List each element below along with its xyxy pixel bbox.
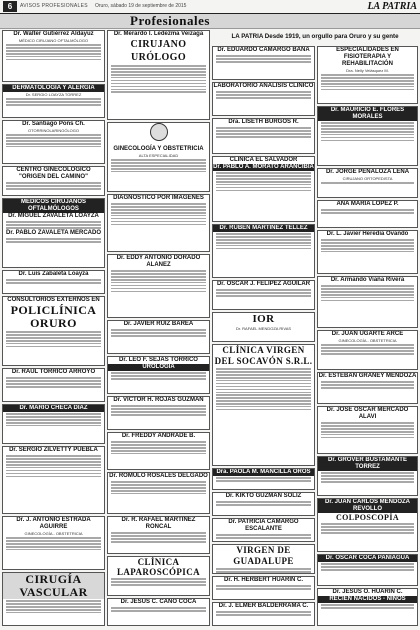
section-title: Profesionales [130,13,210,28]
ad-logo [108,123,209,146]
ad-subtitle: Dr. SERGIO LOAYZA TORREZ [25,92,82,97]
ad-body-text [216,368,311,410]
ad-body-text [216,534,311,538]
slogan-banner [212,30,418,44]
ad-body-text [321,472,414,482]
column-c [212,46,315,626]
ad-dermatologia [2,84,105,118]
ad-title: CENTRO GINECOLÓGICO "ORIGEN DEL CAMINO" [16,167,91,180]
ad-doctor-name: Dr. MIGUEL ZAVALETA LOAYZA [8,213,99,219]
ad-body-text [111,405,206,415]
ad-laboratorio [212,82,315,116]
ad-body-text [111,329,206,336]
ad-martinez-roncal [107,516,210,554]
ad-ginecologia [107,122,210,192]
ad-body-text [6,134,101,147]
ad-banner-text: CLÍNICA LAPAROSCÓPICA [116,557,201,577]
ad-body-text [216,611,311,615]
ad-title: CLÍNICA EL SALVADOR [229,157,298,163]
ad-body-text [321,604,414,608]
section-label: AVISOS PROFESIONALES [20,3,88,9]
ad-title: Dr. EDDY ANTONIO DORADO ALANEZ [116,255,201,268]
ad-martinez-tellez [212,224,315,278]
ad-body-text [321,563,414,570]
ad-mercado-alavi [317,406,418,454]
ad-ior-mendoza [212,312,315,342]
ad-banner-text: CIRUGÍA VASCULAR [3,573,104,599]
ad-title: Dr. RÓMULO ROSALES DELGADO [109,473,208,479]
ad-subtitle: RECIÉN NACIDOS - NIÑOS [318,596,417,603]
ad-ugarte [317,330,418,370]
ad-fisioterapia [317,46,418,104]
ad-body-text [111,159,206,172]
ad-ledezma [107,30,210,120]
ad-body-text [111,372,206,379]
ad-body-text [321,74,414,90]
ad-title: GINECOLOGÍA Y OBSTETRICIA [113,146,204,152]
ad-title: Dr. MARIO CHECA DÍAZ [3,405,104,412]
ad-title: Dr. J. ELMER BALDERRAMA C. [218,603,309,609]
ad-banner-text: CIRUJANO URÓLOGO [130,39,187,63]
ad-virgen-socavon [212,344,315,466]
ad-title: Dr. JAVIER RUIZ BAREA [123,321,194,327]
ad-body-text [216,477,311,481]
ad-torrico [2,368,105,402]
ad-body-text [111,481,206,494]
ad-mancilla [212,468,315,490]
ad-subtitle: ALTA ESPECIALIDAD [138,153,179,158]
ad-title: Dr. ÓSCAR J. FELIPEZ AGUILAR [216,281,311,287]
ad-subtitle: COLPOSCOPÍA [335,513,400,522]
ad-title: CONSULTORIOS EXTERNOS EN [7,297,100,303]
slogan-text: LA PATRIA Desde 1919, un orgullo para Oruro y su gente [231,33,399,40]
ad-bustamante [317,456,418,496]
page-number: 6 [3,1,17,12]
ad-title: Dr. Santiago Pons Ch. [22,121,85,127]
ad-sejas [107,356,210,394]
ad-body-text [6,98,101,105]
ad-ruiz-barea [107,320,210,354]
ad-clinica-salvador [212,156,315,222]
ad-graney [317,372,418,404]
ad-body-text [6,377,101,387]
ad-subtitle: Dr. RAFAEL MENDOZA RIVAS [235,326,292,331]
ad-title: Dr. JUAN UGARTE ARCE [331,331,404,337]
ad-subtitle: Dr. PABLO A. MORATÓ ARANCIBIA [213,164,314,170]
ad-flores-morales [317,106,418,166]
ad-virgen-guadalupe [212,544,315,574]
ad-herbert-huarin [212,576,315,600]
ad-estrada [2,516,105,570]
ad-body-text [321,122,414,141]
ad-body-text [216,172,311,191]
ad-title: Dr. H. HERBERT HUARIN C. [223,577,303,583]
ad-body-text [6,221,101,228]
ad-burgos [212,118,315,154]
ad-body-text [111,270,206,292]
ad-body-text [216,55,311,62]
ad-origen-camino [2,166,105,196]
ad-body-text [321,285,414,301]
ad-mendoza-revollo [317,498,418,552]
ad-title: Dr. Walter Gutiérrez Aldayuz [13,31,94,37]
ad-title: Dr. J. ANTONIO ESTRADA AGUIRRE [16,517,91,530]
ad-body-text [216,568,311,572]
ad-lopez [317,200,418,228]
column-a [2,30,105,626]
ad-title: Dr. Luis Zabaleta Loayza [18,271,89,277]
ad-title: Dr. JESÚS C. CANO COCA [120,599,197,605]
ad-checa [2,404,105,444]
ad-body-text [6,238,101,242]
ad-title: Dr. LEO F. SEJAS TORRICO [119,357,198,363]
ad-body-text [111,578,206,585]
ad-title: Dra. LISETH BURGOS R. [228,119,299,125]
ad-subtitle: GINECOLOGÍA - OBSTETRICIA [24,531,83,536]
ad-policlinica-oruro [2,296,105,366]
ad-body-text [6,600,101,613]
ad-title: Dr. PATRICIA CAMARGO ESCALANTE [228,519,299,532]
page-header [0,0,420,14]
ad-cano [107,598,210,626]
ad-zavaleta [2,198,105,268]
ad-logo-text: IOR [252,313,275,325]
ad-body-text [321,381,414,388]
column-d [317,46,418,626]
ad-title: Dr. KIKTO GUZMÁN SOLIZ [225,493,302,499]
column-b [107,30,210,626]
ad-banner-text: VIRGEN DE GUADALUPE [233,545,294,566]
ad-pons [2,120,105,164]
section-bar [0,14,420,29]
ad-body-text [216,289,311,296]
ad-body-text [321,182,414,184]
ad-rosales [107,472,210,514]
ad-title: Dr. JUAN CARLOS MENDOZA REVOLLO [318,499,417,513]
ad-body-text [111,441,206,454]
ad-title: DERMATOLOGÍA Y ALERGIA [3,85,104,92]
ad-zilvetty [2,446,105,514]
ad-body-text [321,344,414,354]
ad-title: ESPECIALIDADES EN FISIOTERAPIA Y REHABILITACIÓN [336,47,399,67]
ad-body-text [111,532,206,542]
ad-body-text [216,585,311,589]
ad-camargo-bana [212,46,315,80]
ad-rojas [107,396,210,430]
ad-felipez [212,280,315,310]
masthead-logo: LA PATRIA [367,1,417,12]
ad-title: ANA MARÍA LÓPEZ P. [336,201,399,207]
ad-doctor-name: Dr. PABLO ZAVALETA MERCADO [6,230,101,237]
clinic-logo-icon [150,123,168,141]
ad-title: Dr. JOSÉ OSCAR MERCADO ALAVI [326,407,409,420]
ad-title: Dr. Armando Viaña Rivera [330,277,405,283]
ad-title: Dra. PAOLA M. MANCILLA OROS [213,469,314,476]
ad-subtitle: UROLOGÍA [108,364,209,371]
ad-body-text [6,455,101,477]
ad-body-text [6,537,101,550]
ad-title: Dr. JESÚS O. HUARIN C. [332,589,403,595]
ad-coca-paniagua [317,554,418,586]
ad-title: Dr. VÍCTOR H. ROJAS GUZMÁN [113,397,204,403]
ad-title: MÉDICOS CIRUJANOS OFTALMÓLOGOS [3,199,104,213]
ad-body-text [6,279,101,283]
ad-body-text [216,233,311,249]
ad-title: Dr. RAÚL TORRICO ARROYO [11,369,96,375]
ad-andrade [107,432,210,470]
ad-body-text [6,182,101,189]
ad-body-text [321,422,414,438]
ad-body-text [216,501,311,505]
ad-subtitle: CIRUJANO ORTOPEDISTA [342,176,393,181]
ad-title: Dr. MAURICIO E. FLORES MORALES [318,107,417,121]
ad-title: Dr. Merardo I. Ledezma Veizaga [113,31,204,37]
ad-heredia [317,230,418,274]
ad-title: Dr. RUBÉN MARTÍNEZ TELLEZ [213,225,314,232]
ad-title: DIAGNÓSTICO POR IMÁGENES [113,195,204,201]
ad-title: Dr. ESTEBAN GRANEY MENDOZA [318,373,417,379]
ad-body-text [6,44,101,60]
ad-viana [317,276,418,328]
ad-title: Dr. L. Javier Heredia Ovando [326,231,409,237]
ad-subtitle: MÉDICO CIRUJANO OFTALMÓLOGO [18,38,89,43]
ad-subtitle: Dra. Nelly Velásquez M. [346,68,389,73]
ad-body-text [216,127,311,137]
ad-subtitle: OTORRINOLARINGÓLOGO [27,128,80,133]
ad-diagnostico-imagenes [107,194,210,252]
ad-clinica-laparoscopica [107,556,210,596]
dateline: Oruro, sábado 19 de septiembre de 2015 [95,3,187,9]
ad-banner-text: CLÍNICA VIRGEN DEL SOCAVÓN S.R.L. [214,345,313,366]
ad-title: LABORATORIO ANÁLISIS CLÍNICO [213,83,314,89]
ad-balderrama [212,602,315,626]
ad-body-text [216,91,311,98]
ad-title: Dr. GROVER BUSTAMANTE TORREZ [318,457,417,471]
ad-luis-zabaleta [2,270,105,294]
ad-dorado [107,254,210,318]
ad-title: Dr. EDUARDO CAMARGO BAÑA [217,47,310,53]
ad-body-text [111,607,206,611]
ad-camargo-escalante [212,518,315,542]
ad-body-text [321,523,414,533]
ad-body-text [111,203,206,225]
ad-gutierrez [2,30,105,82]
ad-body-text [111,65,206,93]
ad-title: Dr. R. RAFAEL MARTÍNEZ RONCAL [121,517,196,530]
ad-cirugia-vascular [2,572,105,626]
ad-penaloza [317,168,418,198]
ad-body-text [6,413,101,426]
ad-title: Dr. FREDDY ANDRADE B. [121,433,196,439]
ad-guzman-soliz [212,492,315,516]
ad-banner-text: POLICLÍNICA ORURO [10,303,97,330]
ad-body-text [321,209,414,213]
ad-body-text [321,239,414,252]
ad-title: Dr. SERGIO ZILVETTY PUEBLA [9,447,98,453]
ad-title: Dr. JORGE PEÑALOZA LENA [325,169,410,175]
ad-body-text [6,331,101,347]
ad-subtitle: GINECOLOGÍA - OBSTETRICIA [338,338,397,343]
ad-jesus-huarin [317,588,418,626]
ad-title: Dr. OSCAR COCA PANIAGUA [318,555,417,562]
